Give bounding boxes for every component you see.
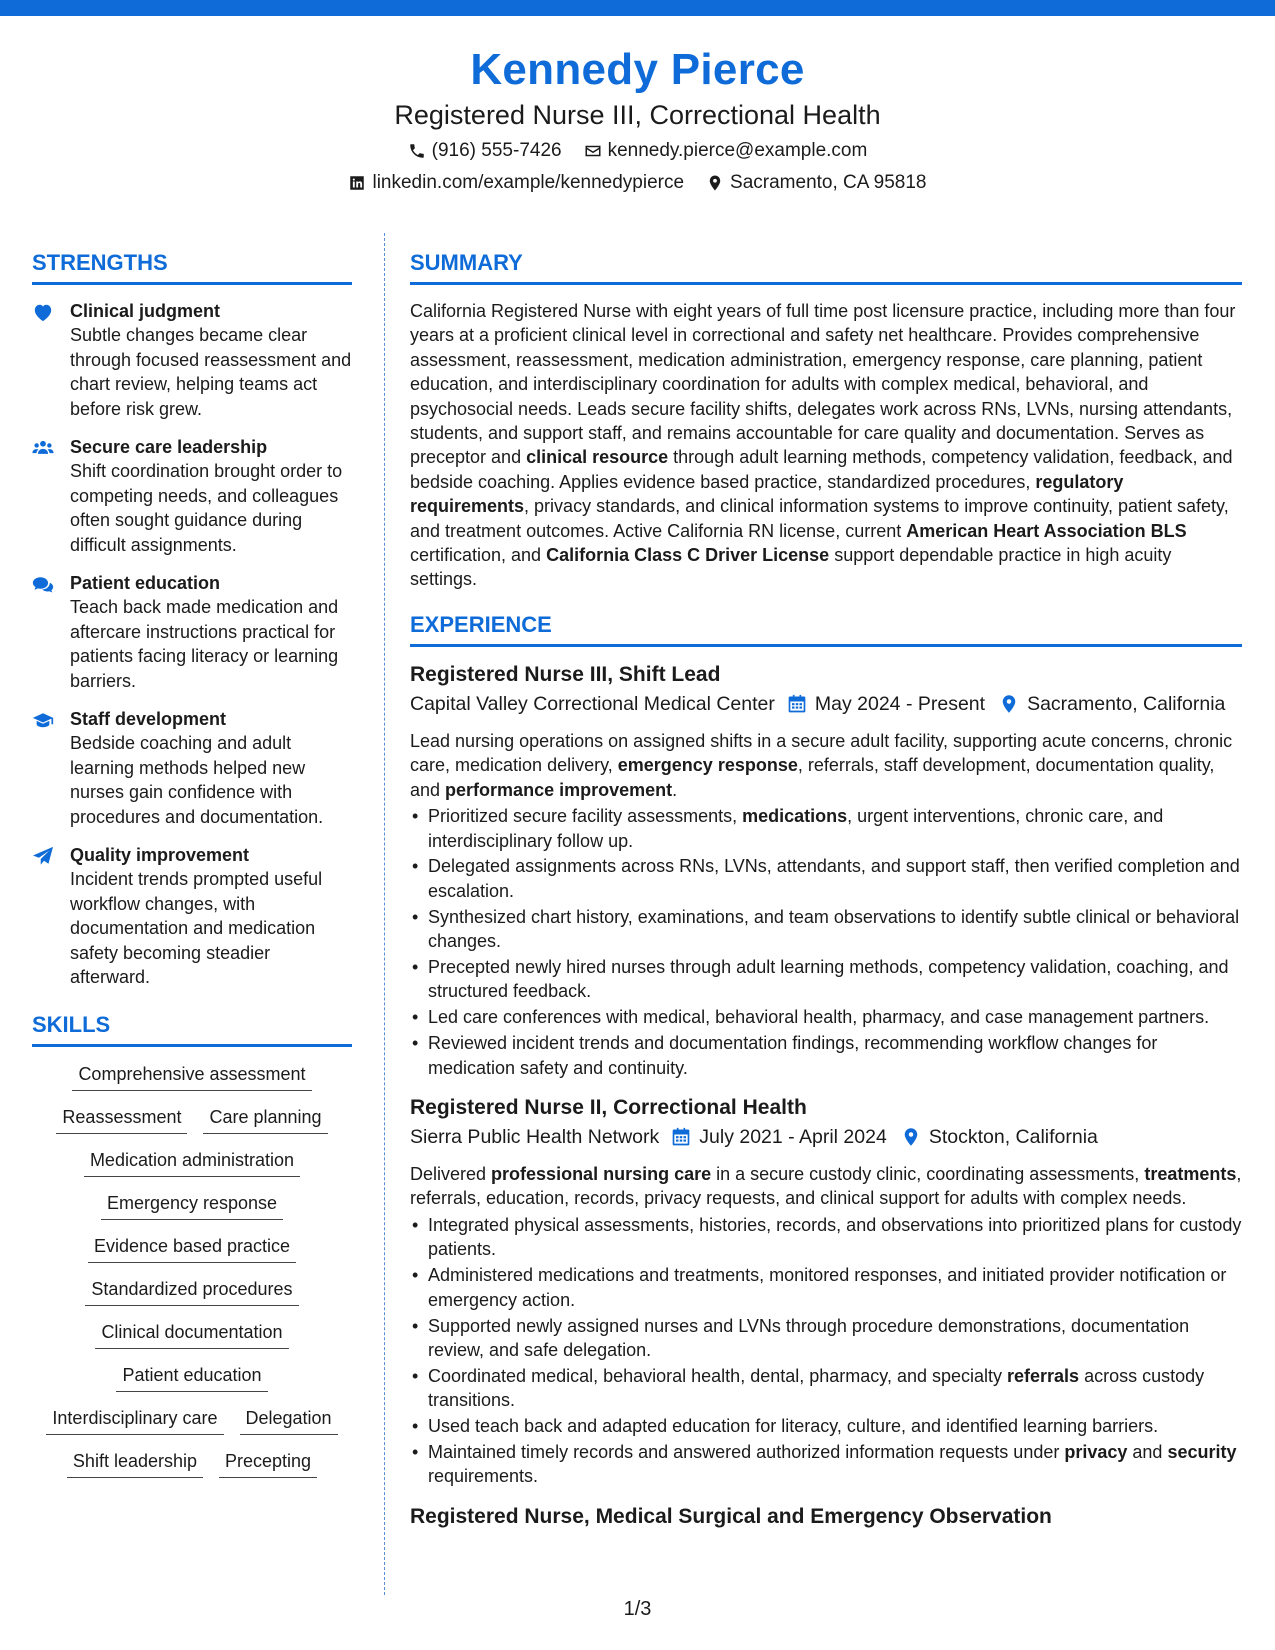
job-description — [410, 729, 1242, 802]
skill-tag: Clinical documentation — [95, 1319, 288, 1349]
bold-text: performance improvement — [445, 779, 673, 800]
experience-heading: EXPERIENCE — [410, 610, 1242, 647]
text-segment: , urgent interventions, chronic care, and interdisciplinary follow up. — [428, 806, 1164, 851]
text-segment: Reviewed incident trends and documentation findings, recommending workflow changes for medication safety and continuity. — [428, 1033, 1158, 1078]
linkedin-icon — [348, 174, 366, 192]
calendar-icon — [787, 694, 807, 714]
contact-row-1 — [0, 138, 1275, 164]
job-dates-text: May 2024 - Present — [814, 692, 986, 715]
skill-row — [101, 1190, 283, 1220]
bold-text: security — [1167, 1442, 1237, 1463]
skill-tag: Patient education — [116, 1362, 267, 1392]
email-text: kennedy.pierce@example.com — [607, 140, 868, 161]
job-title: Registered Nurse II, Correctional Health — [410, 1096, 807, 1120]
strength-item — [32, 435, 352, 557]
text-segment: , referrals, staff development, documentation quality, and — [410, 755, 1215, 800]
text-segment: California Registered Nurse with eight years of full time post licensure practice, including more than four years at a proficient clinical level in correctional and safety net healthcare. Provides comprehensive assessment, reassessment, medication administration, emergency response, care planning, patient education, and interdisciplinary coordination for adults with complex medical, behavioral, and psychosocial needs. Leads secure facility shifts, delegates work across RNs, LVNs, nursing attendants, students, and support staff, and remains accountable for care quality and documentation. Serves as preceptor and — [410, 301, 1236, 468]
bold-text: treatments — [1144, 1164, 1237, 1185]
job-title: Registered Nurse III, Shift Lead — [410, 662, 721, 686]
strength-item — [32, 843, 352, 990]
job-bullet — [410, 955, 1242, 1004]
comments-icon — [32, 571, 58, 693]
job-bullet — [410, 1213, 1242, 1262]
job-dates — [787, 692, 985, 717]
text-segment: certification, and — [410, 545, 547, 566]
strength-title: Clinical judgment — [70, 301, 221, 321]
job-meta — [410, 1125, 1242, 1150]
phone-contact[interactable] — [408, 138, 562, 164]
job-bullets — [410, 1213, 1242, 1489]
job-bullet — [410, 1414, 1242, 1438]
bold-text: regulatory requirements — [410, 471, 1124, 517]
contact-row-2 — [0, 170, 1275, 196]
bold-text: referrals — [1007, 1365, 1080, 1386]
skill-row — [46, 1405, 337, 1435]
job-location — [999, 692, 1225, 717]
strength-title: Secure care leadership — [70, 437, 268, 457]
calendar-icon — [671, 1127, 691, 1147]
job-location — [901, 1125, 1098, 1150]
skill-tag: Emergency response — [101, 1190, 283, 1220]
skill-row — [72, 1061, 311, 1091]
graduation-cap-icon — [32, 707, 58, 829]
skills-list — [32, 1061, 352, 1478]
job-company: Capital Valley Correctional Medical Center — [410, 692, 775, 715]
job-bullet — [410, 854, 1242, 903]
location-contact — [706, 170, 926, 196]
skill-row — [88, 1233, 296, 1263]
skill-tag: Reassessment — [56, 1104, 187, 1134]
phone-text: (916) 555-7426 — [431, 140, 562, 161]
text-segment: Used teach back and adapted education for literacy, culture, and identified learning barriers. — [428, 1416, 1159, 1437]
candidate-name: Kennedy Pierce — [470, 45, 805, 94]
strength-body — [70, 707, 352, 829]
bold-text: professional nursing care — [491, 1164, 712, 1185]
skill-row — [85, 1276, 298, 1306]
skill-tag: Care planning — [203, 1104, 327, 1134]
strength-title: Quality improvement — [70, 845, 250, 865]
skill-tag: Shift leadership — [67, 1448, 203, 1478]
column-divider — [384, 233, 385, 1595]
skill-tag: Evidence based practice — [88, 1233, 296, 1263]
bold-text: California Class C Driver License — [546, 545, 830, 566]
email-contact[interactable] — [584, 138, 868, 164]
strengths-list — [32, 299, 352, 990]
resume-header — [0, 44, 1275, 196]
bold-text: clinical resource — [526, 447, 669, 468]
phone-icon — [408, 142, 426, 160]
bold-text: medications — [742, 806, 848, 827]
skill-tag: Medication administration — [84, 1147, 300, 1177]
strength-body — [70, 299, 352, 421]
job-location-text: Stockton, California — [928, 1126, 1098, 1149]
strength-body — [70, 435, 352, 557]
job-bullet — [410, 1005, 1242, 1029]
location-text: Sacramento, CA 95818 — [730, 172, 927, 193]
linkedin-contact[interactable] — [348, 170, 684, 196]
left-column — [32, 248, 352, 1478]
text-segment: Coordinated medical, behavioral health, dental, pharmacy, and specialty — [428, 1365, 1008, 1386]
job-bullet — [410, 1031, 1242, 1080]
skill-tag: Interdisciplinary care — [46, 1405, 223, 1435]
job-company: Sierra Public Health Network — [410, 1126, 660, 1149]
job-bullet — [410, 905, 1242, 954]
job-bullets — [410, 804, 1242, 1080]
job-dates — [671, 1125, 887, 1150]
summary-heading: SUMMARY — [410, 248, 1242, 285]
candidate-title: Registered Nurse III, Correctional Health — [394, 100, 881, 130]
skill-tag: Precepting — [219, 1448, 317, 1478]
users-icon — [32, 435, 58, 557]
skill-row — [116, 1362, 267, 1392]
text-segment: . — [672, 779, 678, 800]
strength-description: Subtle changes became clear through focused reassessment and chart review, helping teams act before risk grew. — [70, 325, 352, 419]
skill-row — [56, 1104, 327, 1134]
text-segment: requirements. — [428, 1466, 539, 1487]
linkedin-text: linkedin.com/example/kennedypierce — [372, 172, 685, 193]
bold-text: emergency response — [617, 755, 798, 776]
skill-row — [84, 1147, 300, 1177]
text-segment: Delegated assignments across RNs, LVNs, attendants, and support staff, then verified completion and escalation. — [428, 856, 1240, 901]
text-segment: Administered medications and treatments, monitored responses, and initiated provider notification or emergency action. — [428, 1265, 1227, 1310]
text-segment: Led care conferences with medical, behavioral health, pharmacy, and case management partners. — [428, 1007, 1210, 1028]
map-pin-icon — [999, 694, 1019, 714]
text-segment: through adult learning methods, competency validation, feedback, and bedside coaching. Applies evidence based practice, standardized procedures, — [410, 447, 1233, 492]
page-number: 1/3 — [623, 1598, 652, 1620]
text-segment: Maintained timely records and answered authorized information requests under — [428, 1442, 1065, 1463]
text-segment: and — [1127, 1442, 1168, 1463]
strength-body — [70, 843, 352, 990]
text-segment: Synthesized chart history, examinations, and team observations to identify subtle clinical or behavioral changes. — [428, 906, 1240, 952]
envelope-icon — [584, 142, 602, 160]
job-bullet — [410, 1364, 1242, 1413]
text-segment: Integrated physical assessments, histories, records, and observations into prioritized plans for custody patients. — [428, 1214, 1242, 1260]
job-entry — [410, 661, 1242, 1080]
skill-tag: Comprehensive assessment — [72, 1061, 311, 1091]
text-segment: Prioritized secure facility assessments, — [428, 806, 743, 827]
job-bullet — [410, 1263, 1242, 1312]
bold-text: American Heart Association BLS — [906, 520, 1187, 541]
right-column — [410, 248, 1242, 1531]
paper-plane-icon — [32, 843, 58, 990]
map-pin-icon — [901, 1127, 921, 1147]
text-segment: across custody transitions. — [428, 1365, 1205, 1411]
text-segment: support dependable practice in high acuity settings. — [410, 545, 1172, 590]
job-bullet — [410, 1440, 1242, 1489]
job-location-text: Sacramento, California — [1027, 692, 1226, 715]
text-segment: Lead nursing operations on assigned shifts in a secure adult facility, supporting acute concerns, chronic care, medication delivery, — [410, 730, 1233, 776]
job-meta — [410, 692, 1242, 717]
job-bullet — [410, 804, 1242, 853]
skill-tag: Standardized procedures — [85, 1276, 298, 1306]
strengths-heading: STRENGTHS — [32, 248, 352, 285]
job-dates-text: July 2021 - April 2024 — [699, 1126, 887, 1149]
skills-heading: SKILLS — [32, 1010, 352, 1047]
skill-row — [67, 1448, 317, 1478]
job-entry — [410, 1094, 1242, 1489]
strength-description: Teach back made medication and aftercare instructions practical for patients facing literacy or learning barriers. — [70, 597, 339, 691]
strength-item — [32, 299, 352, 421]
skill-row — [95, 1319, 288, 1349]
strength-title: Staff development — [70, 709, 227, 729]
text-segment: Delivered — [410, 1164, 492, 1185]
top-accent-bar — [0, 0, 1275, 16]
text-segment: , privacy standards, and clinical information systems to improve continuity, patient safety, and treatment outcomes. Active California RN license, current — [410, 496, 1229, 541]
strength-description: Incident trends prompted useful workflow changes, with documentation and medication safety becoming steadier afterward. — [70, 869, 323, 987]
text-segment: , referrals, education, records, privacy requests, and clinical support for adults with complex needs. — [410, 1164, 1242, 1209]
strength-description: Shift coordination brought order to competing needs, and colleagues often sought guidance during difficult assignments. — [70, 461, 343, 555]
job-description — [410, 1162, 1242, 1211]
summary-text — [410, 299, 1242, 592]
map-pin-icon — [706, 174, 724, 192]
strength-item — [32, 571, 352, 693]
heart-icon — [32, 299, 58, 421]
strength-description: Bedside coaching and adult learning methods helped new nurses gain confidence with procedures and documentation. — [70, 733, 324, 827]
bold-text: privacy — [1064, 1442, 1128, 1463]
job-title: Registered Nurse, Medical Surgical and Emergency Observation — [410, 1504, 1052, 1528]
strength-title: Patient education — [70, 573, 221, 593]
strength-item — [32, 707, 352, 829]
text-segment: in a secure custody clinic, coordinating assessments, — [711, 1164, 1145, 1185]
job-bullet — [410, 1314, 1242, 1363]
strength-body — [70, 571, 352, 693]
jobs-list — [410, 661, 1242, 1489]
text-segment: Precepted newly hired nurses through adult learning methods, competency validation, coaching, and structured feedback. — [428, 957, 1229, 1002]
text-segment: Supported newly assigned nurses and LVNs through procedure demonstrations, documentation review, and safe delegation. — [428, 1315, 1190, 1360]
skill-tag: Delegation — [240, 1405, 338, 1435]
